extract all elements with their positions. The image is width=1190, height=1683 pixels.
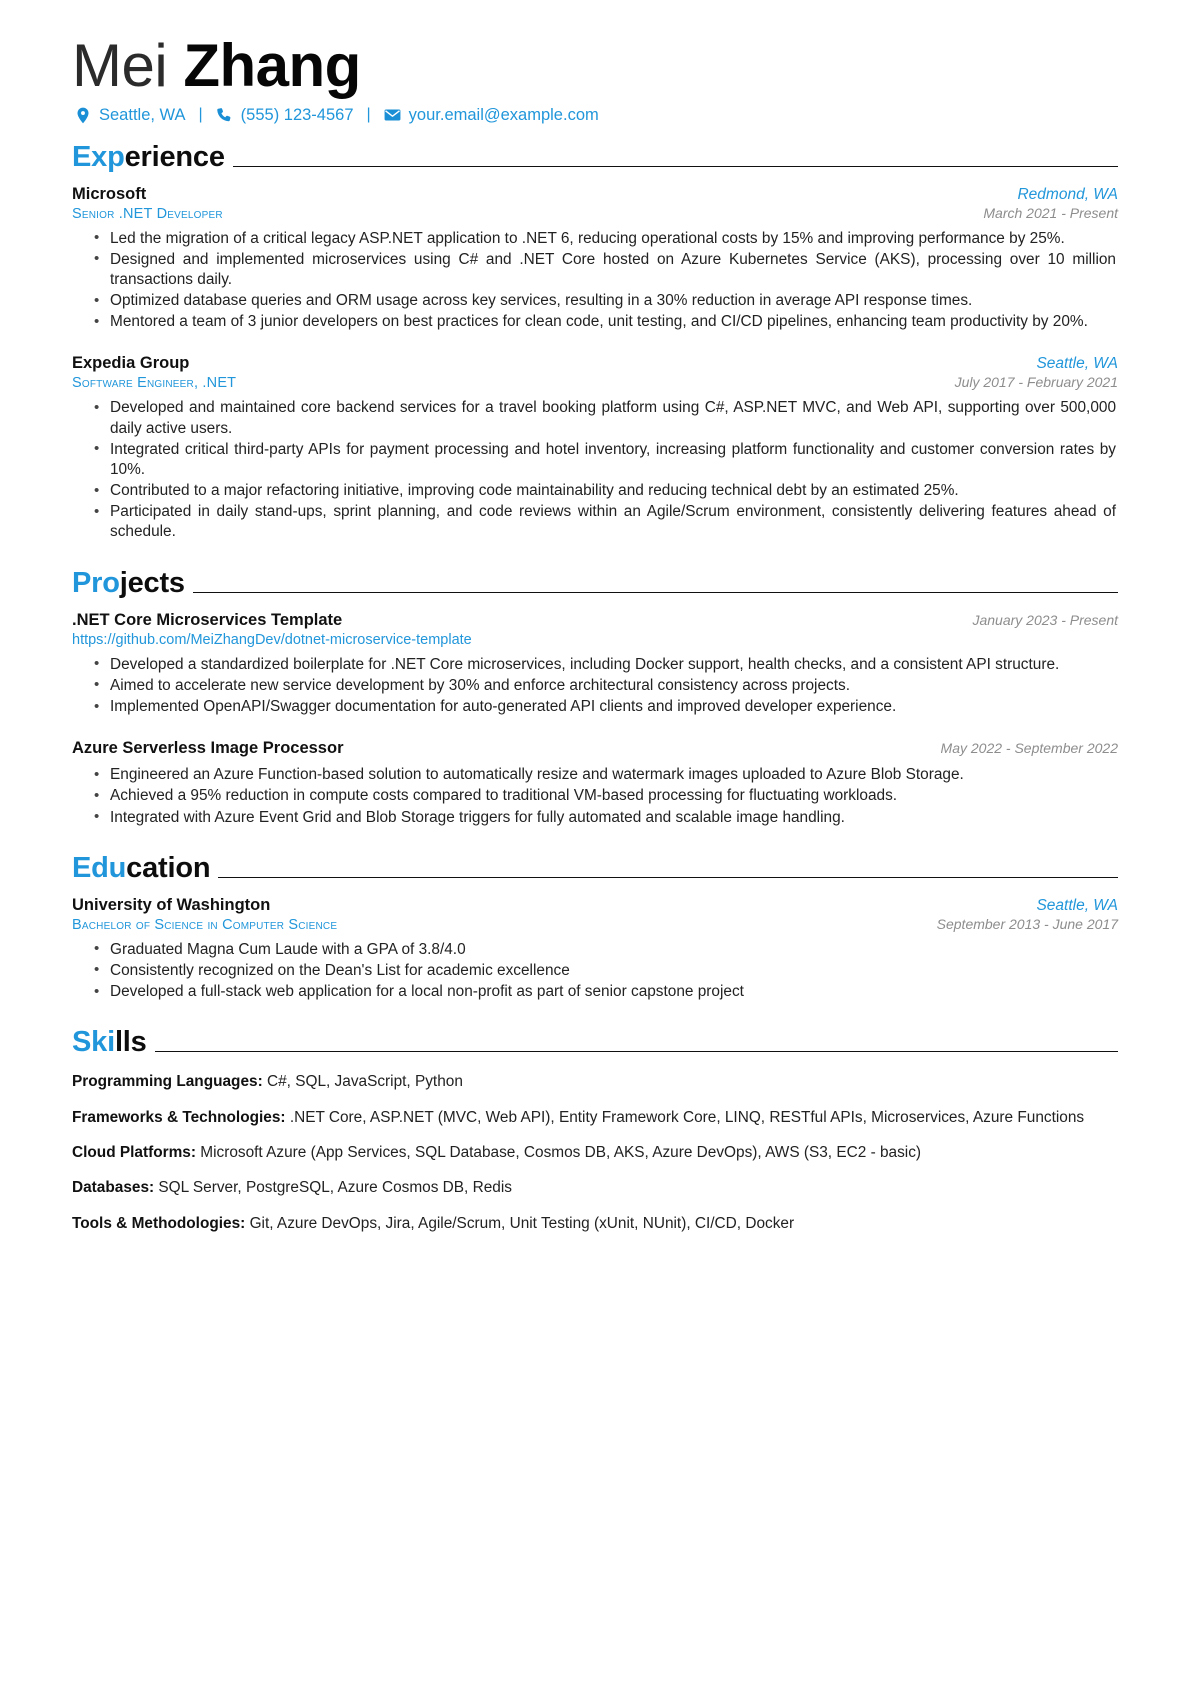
school-location: Seattle, WA [1036, 896, 1118, 914]
skill-category-label: Frameworks & Technologies: [72, 1108, 286, 1126]
section-title-rest: cation [126, 851, 211, 884]
section-rule [193, 592, 1118, 593]
section-rule [218, 877, 1118, 878]
contact-location-text: Seattle, WA [99, 105, 186, 124]
list-item: • Achieved a 95% reduction in compute costs compared to traditional VM-based processing for fluctuating workloads. [110, 786, 1118, 806]
resume-header [72, 34, 1118, 125]
skill-values: SQL Server, PostgreSQL, Azure Cosmos DB, Redis [158, 1179, 512, 1197]
section-title-accent: Ski [72, 1026, 115, 1059]
skill-category-label: Cloud Platforms: [72, 1143, 196, 1161]
entry-subtitle-row [72, 204, 1118, 222]
job-title: Software Engineer, .NET [72, 375, 237, 392]
section-header-experience [72, 140, 1118, 173]
contact-phone-text: (555) 123-4567 [240, 105, 354, 124]
section-title-rest: lls [114, 1026, 147, 1059]
section-rule [233, 166, 1118, 167]
section-title-accent: Pro [72, 566, 120, 599]
job-dates: July 2017 - February 2021 [954, 374, 1118, 391]
skill-values: C#, SQL, JavaScript, Python [266, 1073, 463, 1091]
section-header-education [72, 851, 1118, 884]
phone-icon [216, 107, 233, 124]
experience-bullets [72, 229, 1118, 333]
entry-title-row [72, 611, 1118, 630]
contact-separator: | [198, 106, 203, 124]
education-entry [72, 896, 1118, 1003]
section-header-skills [72, 1028, 1118, 1057]
section-header-projects [72, 566, 1118, 599]
list-item: • Graduated Magna Cum Laude with a GPA of 3.8/4.0 [110, 940, 1118, 960]
employer-name: Microsoft [72, 184, 147, 203]
contact-line [74, 106, 1118, 125]
entry-subtitle-row [72, 915, 1118, 933]
section-title-rest: erience [124, 140, 225, 173]
project-name: Azure Serverless Image Processor [72, 739, 344, 758]
project-bullets [72, 765, 1118, 828]
skill-row [72, 1214, 1118, 1234]
contact-email-text[interactable]: your.email@example.com [408, 105, 599, 124]
list-item: • Optimized database queries and ORM usage across key services, resulting in a 30% reduction in average API response times. [110, 291, 1118, 311]
list-item: • Aimed to accelerate new service development by 30% and enforce architectural consistency across projects. [110, 676, 1118, 696]
employer-name: Expedia Group [72, 354, 190, 373]
employer-location: Redmond, WA [1017, 185, 1118, 203]
skill-category-label: Databases: [72, 1179, 155, 1197]
list-item: • Integrated with Azure Event Grid and Blob Storage triggers for fully automated and scalable image handling. [110, 808, 1118, 828]
experience-entry [72, 185, 1118, 333]
project-entry [72, 611, 1118, 718]
list-item: • Participated in daily stand-ups, sprint planning, and code reviews within an Agile/Scrum environment, consistently delivering features ahead of schedule. [110, 502, 1118, 542]
experience-entry [72, 354, 1118, 542]
skill-category-label: Programming Languages: [72, 1073, 263, 1091]
entry-title-row [72, 185, 1118, 204]
contact-phone [216, 106, 354, 125]
project-dates: May 2022 - September 2022 [940, 740, 1118, 757]
project-name: .NET Core Microservices Template [72, 610, 343, 629]
candidate-first-name: Mei [72, 32, 168, 99]
candidate-name [72, 34, 1118, 98]
project-link[interactable]: https://github.com/MeiZhangDev/dotnet-microservice-template [72, 631, 472, 648]
list-item: • Developed a standardized boilerplate for .NET Core microservices, including Docker support, health checks, and a consistent API structure. [110, 655, 1118, 675]
entry-subtitle-row [72, 373, 1118, 391]
list-item: • Designed and implemented microservices using C# and .NET Core hosted on Azure Kubernetes Service (AKS), processing over 10 million transactions daily. [110, 250, 1118, 290]
contact-separator-2: | [366, 106, 371, 124]
location-pin-icon [74, 107, 91, 124]
section-title-experience [72, 140, 233, 173]
section-skills [72, 1028, 1118, 1234]
skill-category-label: Tools & Methodologies: [72, 1214, 246, 1232]
list-item: • Developed and maintained core backend services for a travel booking platform using C#, ASP.NET MVC, and Web API, supporting over 500,000 daily active users. [110, 398, 1118, 438]
job-dates: March 2021 - Present [983, 204, 1118, 221]
project-entry [72, 739, 1118, 828]
education-bullets [72, 940, 1118, 1003]
entry-title-row [72, 354, 1118, 373]
skill-values: Microsoft Azure (App Services, SQL Database, Cosmos DB, AKS, Azure DevOps), AWS (S3, EC2 - basic) [200, 1143, 922, 1161]
skill-values: .NET Core, ASP.NET (MVC, Web API), Entity Framework Core, LINQ, RESTful APIs, Microservices, Azure Functions [289, 1108, 1085, 1126]
job-title: Senior .NET Developer [72, 205, 223, 222]
list-item: • Integrated critical third-party APIs for payment processing and hotel inventory, increasing platform functionality and customer conversion rates by 10%. [110, 440, 1118, 480]
list-item: • Led the migration of a critical legacy ASP.NET application to .NET 6, reducing operational costs by 15% and improving performance by 25%. [110, 229, 1118, 249]
project-bullets [72, 655, 1118, 718]
section-education [72, 851, 1118, 1003]
contact-email[interactable] [384, 106, 599, 125]
skill-row [72, 1143, 1118, 1163]
education-dates: September 2013 - June 2017 [936, 915, 1118, 932]
section-title-projects [72, 566, 193, 599]
envelope-icon [384, 107, 401, 124]
list-item: • Engineered an Azure Function-based solution to automatically resize and watermark images uploaded to Azure Blob Storage. [110, 765, 1118, 785]
degree-name: Bachelor of Science in Computer Science [72, 916, 338, 933]
section-title-accent: Edu [72, 851, 127, 884]
school-name: University of Washington [72, 895, 271, 914]
entry-title-row [72, 896, 1118, 915]
entry-title-row [72, 739, 1118, 758]
list-item: • Developed a full-stack web application for a local non-profit as part of senior capstone project [110, 982, 1118, 1002]
section-rule [155, 1051, 1118, 1052]
skill-values: Git, Azure DevOps, Jira, Agile/Scrum, Unit Testing (xUnit, NUnit), CI/CD, Docker [249, 1214, 795, 1232]
list-item: • Consistently recognized on the Dean's List for academic excellence [110, 961, 1118, 981]
skill-row [72, 1072, 1118, 1092]
project-dates: January 2023 - Present [972, 611, 1118, 628]
section-projects [72, 566, 1118, 828]
section-title-skills [72, 1028, 155, 1057]
employer-location: Seattle, WA [1036, 355, 1118, 373]
skill-row [72, 1108, 1118, 1128]
section-experience [72, 140, 1118, 543]
experience-bullets [72, 398, 1118, 542]
section-title-education [72, 851, 218, 884]
section-title-accent: Exp [72, 140, 125, 173]
list-item: • Mentored a team of 3 junior developers on best practices for clean code, unit testing, and CI/CD pipelines, enhancing team productivity by 20%. [110, 312, 1118, 332]
list-item: • Implemented OpenAPI/Swagger documentation for auto-generated API clients and improved developer experience. [110, 697, 1118, 717]
contact-location [74, 106, 186, 125]
skill-row [72, 1178, 1118, 1198]
list-item: • Contributed to a major refactoring initiative, improving code maintainability and reducing technical debt by an estimated 25%. [110, 481, 1118, 501]
section-title-rest: jects [119, 566, 185, 599]
candidate-last-name: Zhang [167, 32, 361, 99]
